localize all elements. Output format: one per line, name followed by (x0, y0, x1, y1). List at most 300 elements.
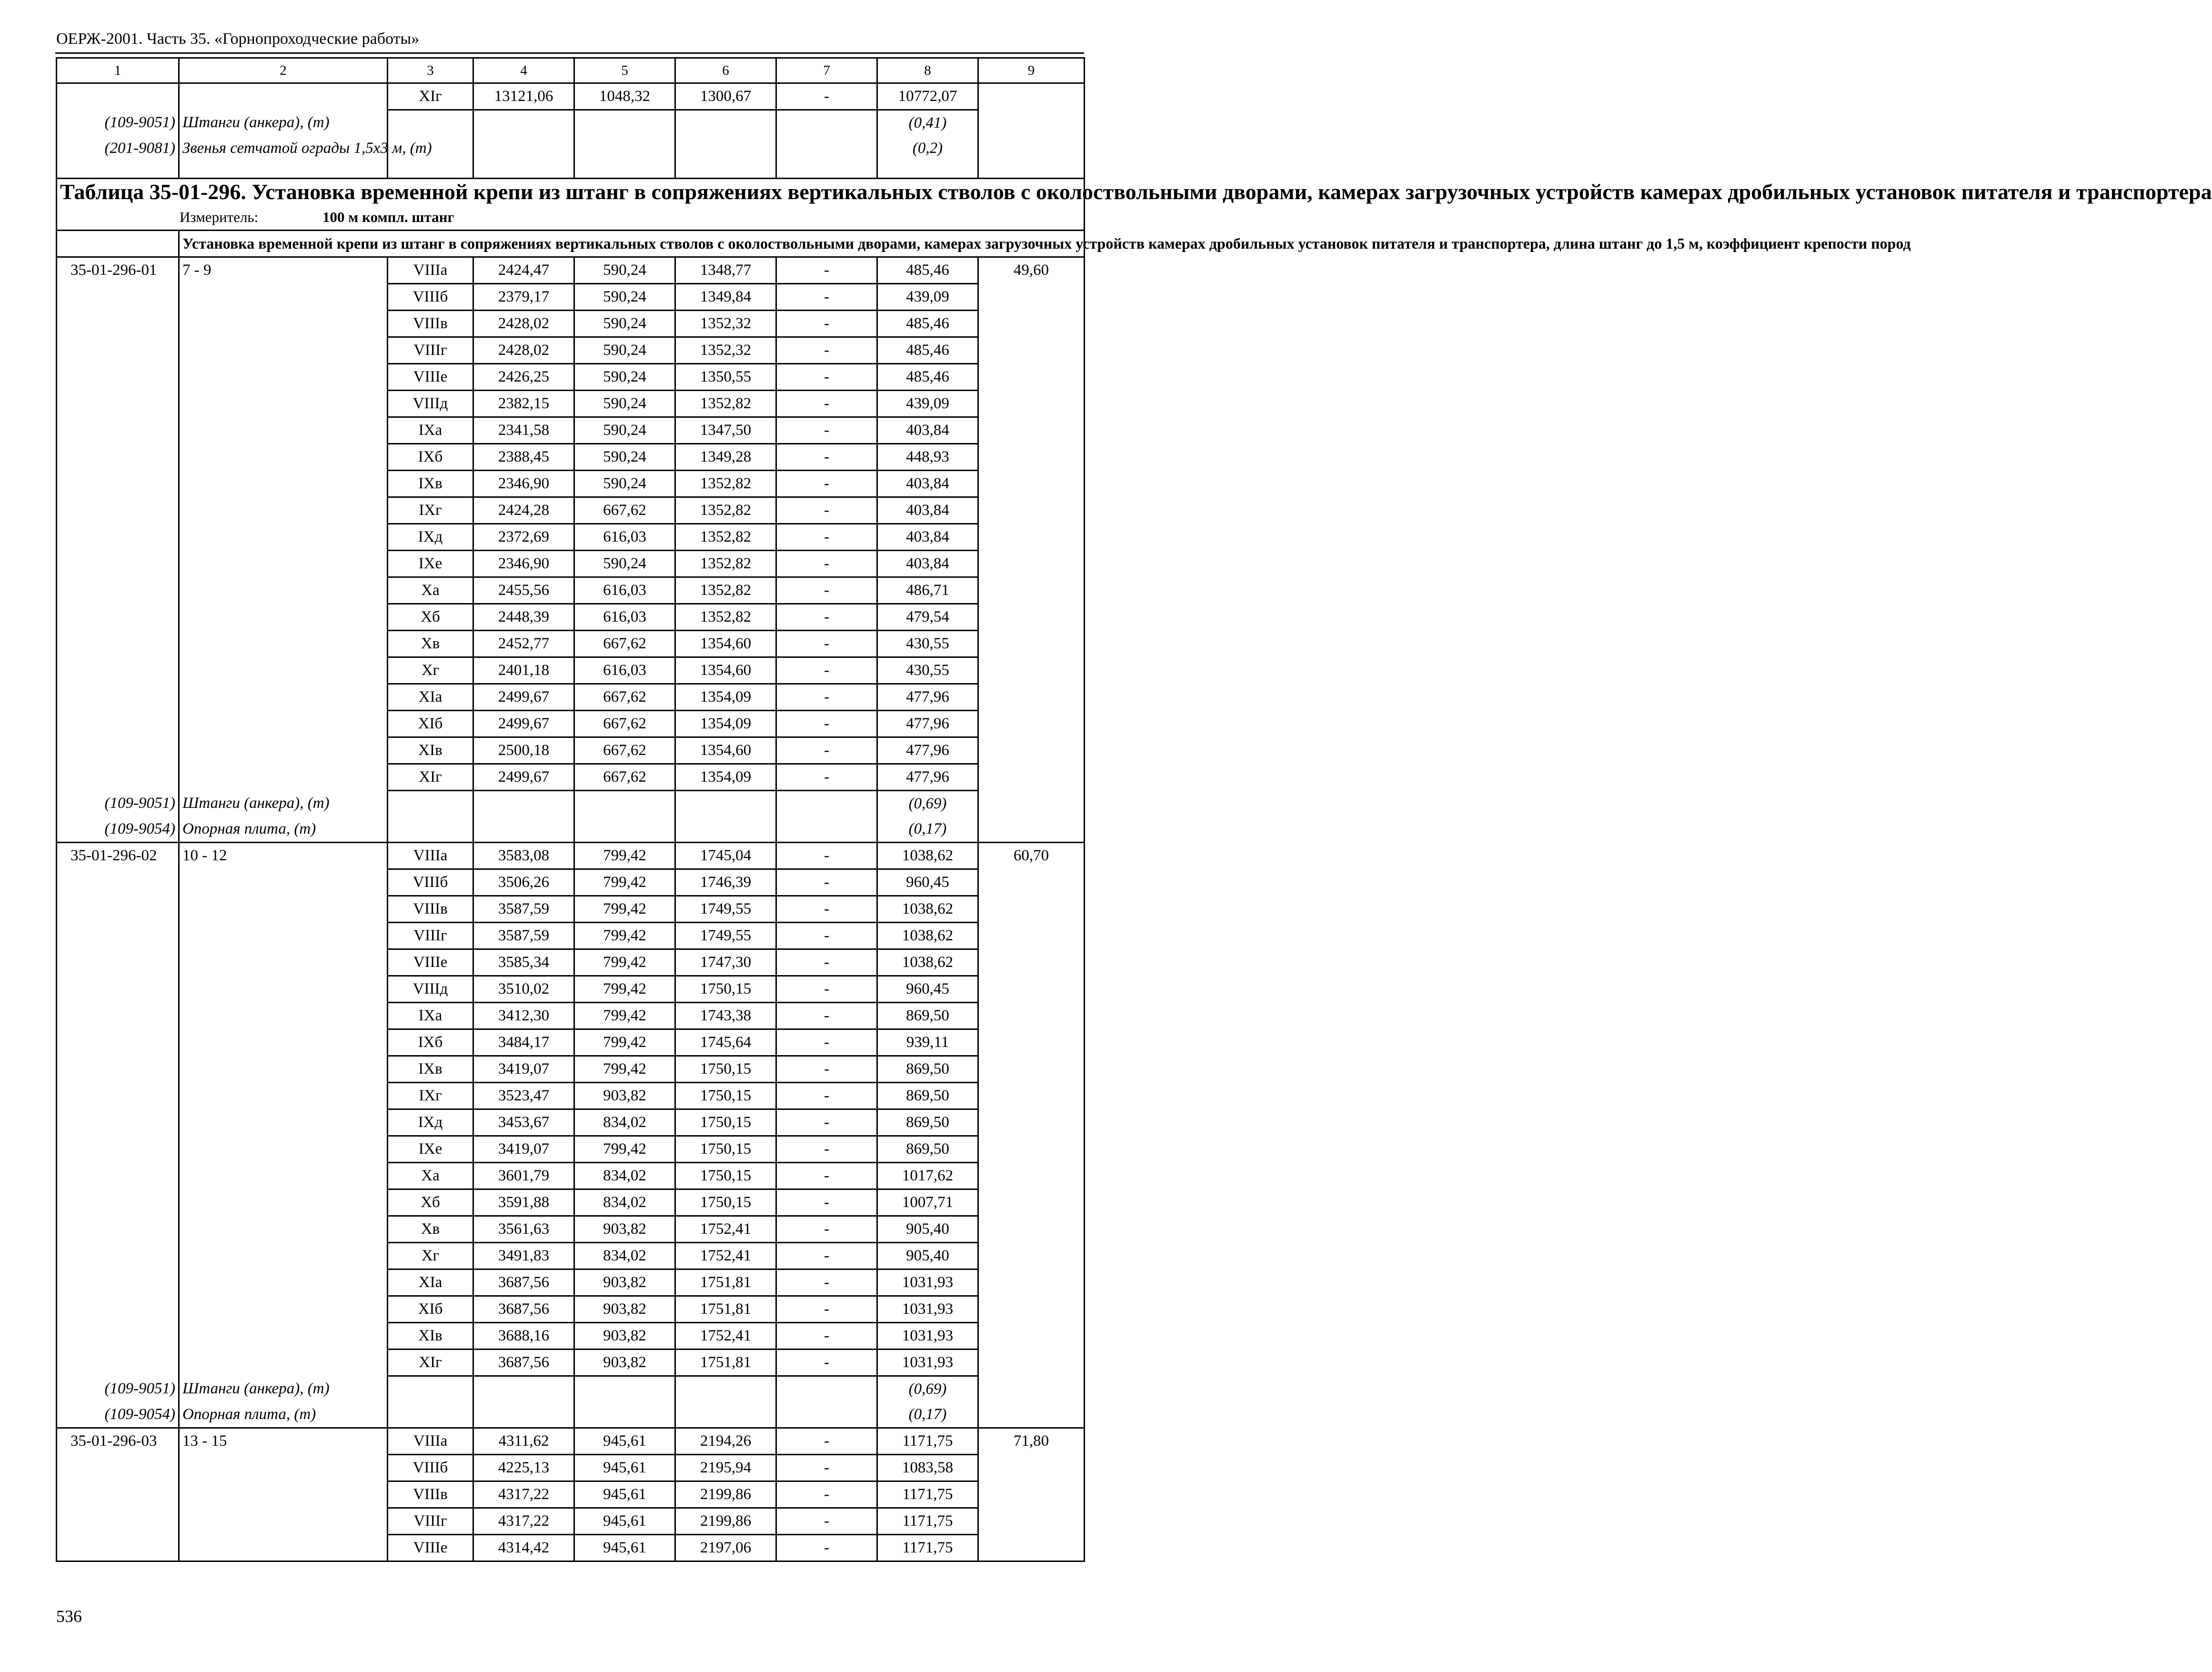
table-description: Установка временной крепи из штанг в сопряжениях вертикальных стволов с околоствольными дворами, камерах загрузочных устройств камерах дробильных установок питателя и транспортера, длина штанг до 1,5 м, коэффициент крепости пород (179, 231, 1085, 257)
table-row (57, 631, 1085, 657)
total-cost: 2424,28 (473, 497, 574, 524)
resource-code: (109-9051) (57, 110, 179, 136)
labor-cost: 799,42 (574, 1029, 675, 1056)
table-row (57, 1428, 1085, 1455)
labor-cost: 590,24 (574, 337, 675, 364)
rock-category: VIIIг (388, 1508, 473, 1535)
driver-cost: - (776, 1269, 877, 1296)
material-cost: 939,11 (877, 1029, 978, 1056)
table-row (57, 1296, 1085, 1323)
rock-category: IXг (388, 497, 473, 524)
material-cost: 439,09 (877, 391, 978, 417)
table-row (57, 604, 1085, 631)
material-cost: 1031,93 (877, 1350, 978, 1376)
labor-cost: 903,82 (574, 1323, 675, 1350)
rock-category: VIIIд (388, 391, 473, 417)
labor-cost: 945,61 (574, 1428, 675, 1455)
driver-cost: - (776, 764, 877, 791)
rock-category: Xа (388, 577, 473, 604)
machine-cost: 1749,55 (675, 896, 776, 923)
machine-cost: 1300,67 (675, 83, 776, 110)
total-cost: 3419,07 (473, 1136, 574, 1163)
machine-cost: 2199,86 (675, 1481, 776, 1508)
total-cost: 3687,56 (473, 1269, 574, 1296)
material-cost: 869,50 (877, 1109, 978, 1136)
machine-cost: 1751,81 (675, 1296, 776, 1323)
total-cost: 2499,67 (473, 711, 574, 737)
rock-category: VIIIв (388, 1481, 473, 1508)
machine-cost: 1750,15 (675, 1056, 776, 1083)
driver-cost: - (776, 976, 877, 1003)
material-cost: 1038,62 (877, 843, 978, 869)
rock-category: Xг (388, 657, 473, 684)
machine-cost: 1750,15 (675, 1109, 776, 1136)
resource-row (57, 110, 1085, 136)
machine-cost: 1347,50 (675, 417, 776, 444)
labor-cost: 590,24 (574, 551, 675, 577)
material-cost: 430,55 (877, 631, 978, 657)
labor-cost: 590,24 (574, 257, 675, 284)
table-title: Таблица 35-01-296. Установка временной крепи из штанг в сопряжениях вертикальных стволов с околоствольными дворами, камерах загрузочных устройств камерах дробильных установок питателя и транспортера (57, 179, 1085, 205)
machine-cost: 1348,77 (675, 257, 776, 284)
resource-name: Опорная плита, (т) (179, 1402, 388, 1428)
machine-cost: 1352,82 (675, 471, 776, 497)
resource-code: (201-9081) (57, 136, 179, 179)
resource-code: (109-9051) (57, 1376, 179, 1402)
labor-cost: 590,24 (574, 391, 675, 417)
rock-category: IXв (388, 1056, 473, 1083)
driver-cost: - (776, 471, 877, 497)
total-cost: 2455,56 (473, 577, 574, 604)
labor-cost: 945,61 (574, 1455, 675, 1481)
driver-cost: - (776, 311, 877, 337)
machine-cost: 1749,55 (675, 923, 776, 949)
machine-cost: 1349,28 (675, 444, 776, 471)
column-number: 4 (473, 58, 574, 83)
machine-cost: 1745,04 (675, 843, 776, 869)
machine-cost: 1349,84 (675, 284, 776, 311)
machine-cost: 1352,82 (675, 391, 776, 417)
rock-category: Xб (388, 1189, 473, 1216)
driver-cost: - (776, 1323, 877, 1350)
column-number: 2 (179, 58, 388, 83)
machine-cost: 1354,60 (675, 657, 776, 684)
driver-cost: - (776, 711, 877, 737)
labor-cost: 799,42 (574, 1136, 675, 1163)
column-number: 1 (57, 58, 179, 83)
driver-cost: - (776, 497, 877, 524)
material-cost: 1083,58 (877, 1455, 978, 1481)
resource-row (57, 791, 1085, 817)
resource-quantity: (0,41) (877, 110, 978, 136)
total-cost: 2401,18 (473, 657, 574, 684)
driver-cost: - (776, 737, 877, 764)
rock-category: VIIIб (388, 869, 473, 896)
column-number: 7 (776, 58, 877, 83)
machine-cost: 1352,82 (675, 577, 776, 604)
rock-category: XIа (388, 1269, 473, 1296)
total-cost: 3419,07 (473, 1056, 574, 1083)
labor-cost: 945,61 (574, 1481, 675, 1508)
driver-cost: - (776, 1003, 877, 1029)
material-cost: 1038,62 (877, 949, 978, 976)
rock-category: IXд (388, 524, 473, 551)
machine-cost: 2195,94 (675, 1455, 776, 1481)
table-row (57, 737, 1085, 764)
labor-cost: 799,42 (574, 843, 675, 869)
material-cost: 869,50 (877, 1003, 978, 1029)
total-cost: 3687,56 (473, 1350, 574, 1376)
machine-cost: 1743,38 (675, 1003, 776, 1029)
material-cost: 1171,75 (877, 1535, 978, 1561)
labor-cost: 834,02 (574, 1243, 675, 1269)
labor-cost: 903,82 (574, 1350, 675, 1376)
table-row (57, 949, 1085, 976)
material-cost: 1171,75 (877, 1508, 978, 1535)
material-cost: 485,46 (877, 337, 978, 364)
driver-cost: - (776, 391, 877, 417)
driver-cost: - (776, 1216, 877, 1243)
resource-code: (109-9054) (57, 816, 179, 843)
measure-value: 100 м компл. штанг (322, 209, 454, 225)
table-row (57, 577, 1085, 604)
rock-category: VIIIв (388, 896, 473, 923)
driver-cost: - (776, 1296, 877, 1323)
total-cost: 2499,67 (473, 764, 574, 791)
table-row (57, 524, 1085, 551)
material-cost: 1171,75 (877, 1481, 978, 1508)
total-cost: 3491,83 (473, 1243, 574, 1269)
rock-category: Xв (388, 631, 473, 657)
hardness-range: 13 - 15 (179, 1428, 388, 1455)
material-cost: 403,84 (877, 471, 978, 497)
rock-category: XIа (388, 684, 473, 711)
total-cost: 3523,47 (473, 1083, 574, 1109)
labor-cost: 590,24 (574, 444, 675, 471)
driver-cost: - (776, 631, 877, 657)
total-cost: 3601,79 (473, 1163, 574, 1189)
table-row (57, 1350, 1085, 1376)
material-cost: 960,45 (877, 869, 978, 896)
rock-category: VIIIа (388, 1428, 473, 1455)
material-cost: 1031,93 (877, 1323, 978, 1350)
resource-row (57, 816, 1085, 843)
material-cost: 439,09 (877, 284, 978, 311)
resource-name: Опорная плита, (т) (179, 816, 388, 843)
machine-cost: 1352,82 (675, 604, 776, 631)
material-cost: 869,50 (877, 1056, 978, 1083)
rock-category: IXб (388, 1029, 473, 1056)
column-number: 8 (877, 58, 978, 83)
driver-cost: - (776, 604, 877, 631)
table-row (57, 497, 1085, 524)
material-cost: 477,96 (877, 711, 978, 737)
prev-section-row (57, 83, 1085, 110)
material-cost: 1007,71 (877, 1189, 978, 1216)
labor-cost: 834,02 (574, 1189, 675, 1216)
driver-cost: - (776, 284, 877, 311)
table-row (57, 1269, 1085, 1296)
driver-cost: - (776, 1428, 877, 1455)
rock-category: VIIIе (388, 949, 473, 976)
material-cost: 905,40 (877, 1243, 978, 1269)
material-cost: 403,84 (877, 551, 978, 577)
material-cost: 448,93 (877, 444, 978, 471)
driver-cost: - (776, 923, 877, 949)
driver-cost: - (776, 843, 877, 869)
total-cost: 2452,77 (473, 631, 574, 657)
norm-value: 71,80 (978, 1428, 1085, 1455)
rock-category: VIIIб (388, 1455, 473, 1481)
total-cost: 2424,47 (473, 257, 574, 284)
table-row (57, 896, 1085, 923)
rock-category: IXа (388, 1003, 473, 1029)
labor-cost: 590,24 (574, 471, 675, 497)
rock-category: IXе (388, 551, 473, 577)
machine-cost: 1352,32 (675, 311, 776, 337)
table-row (57, 337, 1085, 364)
labor-cost: 590,24 (574, 364, 675, 391)
resource-code: (109-9054) (57, 1402, 179, 1428)
machine-cost: 1752,41 (675, 1243, 776, 1269)
driver-cost: - (776, 444, 877, 471)
machine-cost: 1354,09 (675, 764, 776, 791)
rock-category: IXг (388, 1083, 473, 1109)
rock-category: VIIIе (388, 1535, 473, 1561)
rates-table (56, 57, 2212, 1562)
resource-name: Звенья сетчатой ограды 1,5х3 м, (т) (179, 136, 388, 179)
table-row (57, 391, 1085, 417)
column-number: 6 (675, 58, 776, 83)
resource-row (57, 1402, 1085, 1428)
table-row (57, 417, 1085, 444)
driver-cost: - (776, 1350, 877, 1376)
table-row (57, 257, 1085, 284)
resource-name: Штанги (анкера), (т) (179, 110, 388, 136)
machine-cost: 2197,06 (675, 1535, 776, 1561)
rock-category: XIг (388, 83, 473, 110)
total-cost: 2428,02 (473, 337, 574, 364)
resource-quantity: (0,69) (877, 1376, 978, 1402)
labor-cost: 616,03 (574, 604, 675, 631)
total-cost: 2426,25 (473, 364, 574, 391)
driver-cost: - (776, 1535, 877, 1561)
total-cost: 4317,22 (473, 1508, 574, 1535)
total-cost: 3585,34 (473, 949, 574, 976)
driver-cost: - (776, 1083, 877, 1109)
document-header: ОЕРЖ-2001. Часть 35. «Горнопроходческие работы» (56, 30, 420, 48)
driver-cost: - (776, 364, 877, 391)
labor-cost: 616,03 (574, 524, 675, 551)
driver-cost: - (776, 1455, 877, 1481)
table-row (57, 444, 1085, 471)
driver-cost: - (776, 896, 877, 923)
labor-cost: 799,42 (574, 949, 675, 976)
labor-cost: 667,62 (574, 764, 675, 791)
total-cost: 3688,16 (473, 1323, 574, 1350)
measure-label: Измеритель: (180, 209, 259, 225)
labor-cost: 616,03 (574, 657, 675, 684)
total-cost: 4317,22 (473, 1481, 574, 1508)
total-cost: 4225,13 (473, 1455, 574, 1481)
total-cost: 2346,90 (473, 471, 574, 497)
material-cost: 477,96 (877, 737, 978, 764)
column-number: 5 (574, 58, 675, 83)
rock-category: VIIIе (388, 364, 473, 391)
labor-cost: 799,42 (574, 976, 675, 1003)
driver-cost: - (776, 1029, 877, 1056)
machine-cost: 1750,15 (675, 1189, 776, 1216)
table-row (57, 923, 1085, 949)
total-cost: 2428,02 (473, 311, 574, 337)
driver-cost: - (776, 83, 877, 110)
labor-cost: 667,62 (574, 711, 675, 737)
table-row (57, 1003, 1085, 1029)
driver-cost: - (776, 337, 877, 364)
material-cost: 1038,62 (877, 896, 978, 923)
table-row (57, 1109, 1085, 1136)
machine-cost: 1352,82 (675, 551, 776, 577)
rate-code: 35-01-296-03 (57, 1428, 179, 1455)
total-cost: 2448,39 (473, 604, 574, 631)
labor-cost: 590,24 (574, 311, 675, 337)
material-cost: 403,84 (877, 524, 978, 551)
driver-cost: - (776, 657, 877, 684)
rock-category: XIб (388, 1296, 473, 1323)
machine-cost: 2199,86 (675, 1508, 776, 1535)
table-row (57, 657, 1085, 684)
table-row (57, 471, 1085, 497)
material-cost: 486,71 (877, 577, 978, 604)
total-cost: 2346,90 (473, 551, 574, 577)
labor-cost: 667,62 (574, 497, 675, 524)
rock-category: VIIIг (388, 337, 473, 364)
rock-category: Xг (388, 1243, 473, 1269)
table-row (57, 311, 1085, 337)
machine-cost: 1354,60 (675, 631, 776, 657)
rate-code: 35-01-296-02 (57, 843, 179, 869)
material-cost: 869,50 (877, 1083, 978, 1109)
machine-cost: 1747,30 (675, 949, 776, 976)
labor-cost: 903,82 (574, 1269, 675, 1296)
machine-cost: 1352,82 (675, 497, 776, 524)
material-cost: 403,84 (877, 417, 978, 444)
labor-cost: 799,42 (574, 1003, 675, 1029)
total-cost: 2341,58 (473, 417, 574, 444)
material-cost: 485,46 (877, 311, 978, 337)
total-cost: 3453,67 (473, 1109, 574, 1136)
table-row (57, 1136, 1085, 1163)
page-number: 536 (56, 1607, 82, 1626)
table-row (57, 1535, 1085, 1561)
labor-cost: 834,02 (574, 1163, 675, 1189)
column-numbers-row (57, 58, 1085, 83)
total-cost: 2372,69 (473, 524, 574, 551)
material-cost: 1031,93 (877, 1296, 978, 1323)
labor-cost: 667,62 (574, 684, 675, 711)
labor-cost: 945,61 (574, 1508, 675, 1535)
rock-category: Xв (388, 1216, 473, 1243)
driver-cost: - (776, 551, 877, 577)
resource-row (57, 1376, 1085, 1402)
material-cost: 905,40 (877, 1216, 978, 1243)
rock-category: Xа (388, 1163, 473, 1189)
driver-cost: - (776, 1109, 877, 1136)
rate-code: 35-01-296-01 (57, 257, 179, 284)
table-row (57, 1189, 1085, 1216)
total-cost: 3587,59 (473, 923, 574, 949)
machine-cost: 1352,82 (675, 524, 776, 551)
table-row (57, 1216, 1085, 1243)
material-cost: 960,45 (877, 976, 978, 1003)
driver-cost: - (776, 1056, 877, 1083)
table-row (57, 1323, 1085, 1350)
table-row (57, 364, 1085, 391)
labor-cost: 616,03 (574, 577, 675, 604)
driver-cost: - (776, 1243, 877, 1269)
machine-cost: 1750,15 (675, 1163, 776, 1189)
driver-cost: - (776, 1481, 877, 1508)
total-cost: 3561,63 (473, 1216, 574, 1243)
table-row (57, 843, 1085, 869)
norm-value: 49,60 (978, 257, 1085, 284)
driver-cost: - (776, 257, 877, 284)
column-number: 9 (978, 58, 1085, 83)
measure-row (57, 204, 1085, 231)
rock-category: IXд (388, 1109, 473, 1136)
driver-cost: - (776, 869, 877, 896)
table-row (57, 1029, 1085, 1056)
total-cost: 2382,15 (473, 391, 574, 417)
machine-cost: 1752,41 (675, 1323, 776, 1350)
rock-category: VIIIд (388, 976, 473, 1003)
total-cost: 2379,17 (473, 284, 574, 311)
total-cost: 4311,62 (473, 1428, 574, 1455)
table-row (57, 1243, 1085, 1269)
labor-cost: 903,82 (574, 1083, 675, 1109)
total-cost: 2499,67 (473, 684, 574, 711)
header-rule (55, 52, 1084, 54)
rock-category: XIг (388, 764, 473, 791)
description-row (57, 231, 1085, 257)
machine-cost: 1745,64 (675, 1029, 776, 1056)
driver-cost: - (776, 949, 877, 976)
total-cost: 3687,56 (473, 1296, 574, 1323)
total-cost: 3506,26 (473, 869, 574, 896)
driver-cost: - (776, 524, 877, 551)
machine-cost: 1752,41 (675, 1216, 776, 1243)
table-row (57, 1455, 1085, 1481)
driver-cost: - (776, 1136, 877, 1163)
driver-cost: - (776, 1163, 877, 1189)
rock-category: IXв (388, 471, 473, 497)
total-cost: 3412,30 (473, 1003, 574, 1029)
material-cost: 479,54 (877, 604, 978, 631)
rock-category: XIв (388, 1323, 473, 1350)
driver-cost: - (776, 1508, 877, 1535)
machine-cost: 1354,09 (675, 711, 776, 737)
rock-category: IXб (388, 444, 473, 471)
rock-category: IXе (388, 1136, 473, 1163)
rock-category: VIIIа (388, 257, 473, 284)
labor-cost: 945,61 (574, 1535, 675, 1561)
hardness-range: 10 - 12 (179, 843, 388, 869)
machine-cost: 1352,32 (675, 337, 776, 364)
total-cost: 3510,02 (473, 976, 574, 1003)
machine-cost: 1750,15 (675, 1083, 776, 1109)
material-cost: 485,46 (877, 257, 978, 284)
rock-category: IXа (388, 417, 473, 444)
